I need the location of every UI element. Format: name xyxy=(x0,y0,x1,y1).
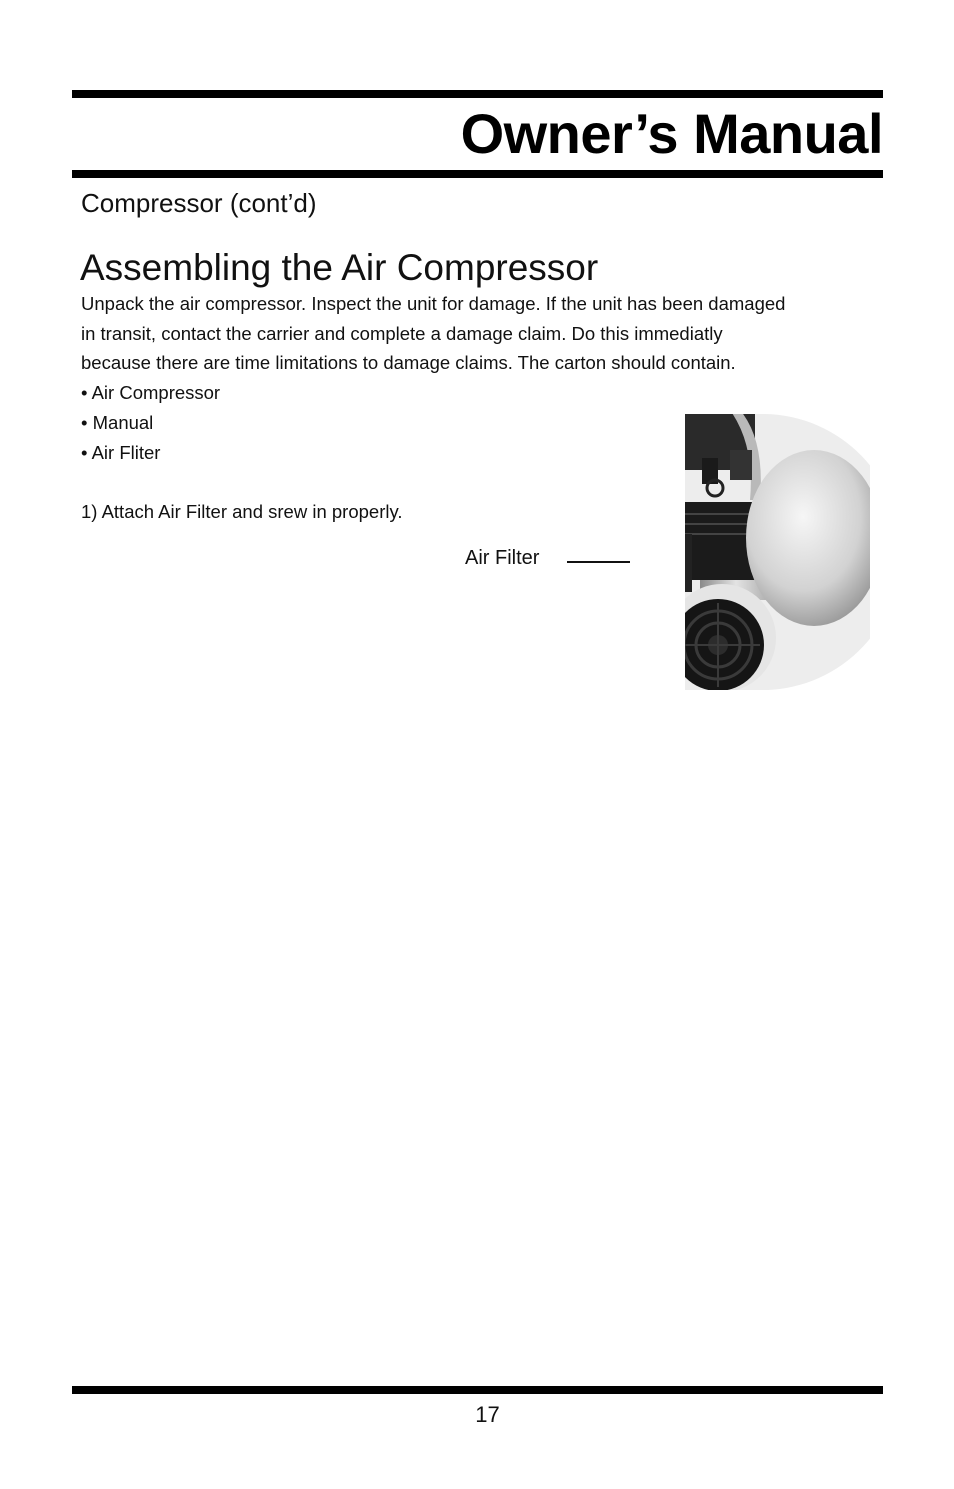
section-title: Compressor (cont’d) xyxy=(81,188,317,218)
page-title: Owner’s Manual xyxy=(460,102,883,165)
page-number: 17 xyxy=(475,1402,500,1427)
subsection-heading: Assembling the Air Compressor xyxy=(80,247,599,288)
title-underline-rule xyxy=(72,170,883,178)
list-item: • Air Compressor xyxy=(81,382,221,404)
footer-rule xyxy=(72,1386,883,1394)
intro-line: because there are time limitations to damage claims. The carton should contain. xyxy=(81,352,736,374)
air-filter xyxy=(634,532,690,592)
step-1: 1) Attach Air Filter and srew in properly. xyxy=(81,500,403,522)
list-item: • Air Fliter xyxy=(81,441,161,463)
intro-line: in transit, contact the carrier and complete a damage claim. Do this immediatly xyxy=(81,322,723,344)
top-rule xyxy=(72,90,883,98)
intro-line: Unpack the air compressor. Inspect the unit for damage. If the unit has been damaged xyxy=(81,293,786,314)
air-filter-callout-label: Air Filter xyxy=(465,547,540,569)
list-item: • Manual xyxy=(81,411,154,433)
air-compressor-illustration xyxy=(590,410,870,695)
